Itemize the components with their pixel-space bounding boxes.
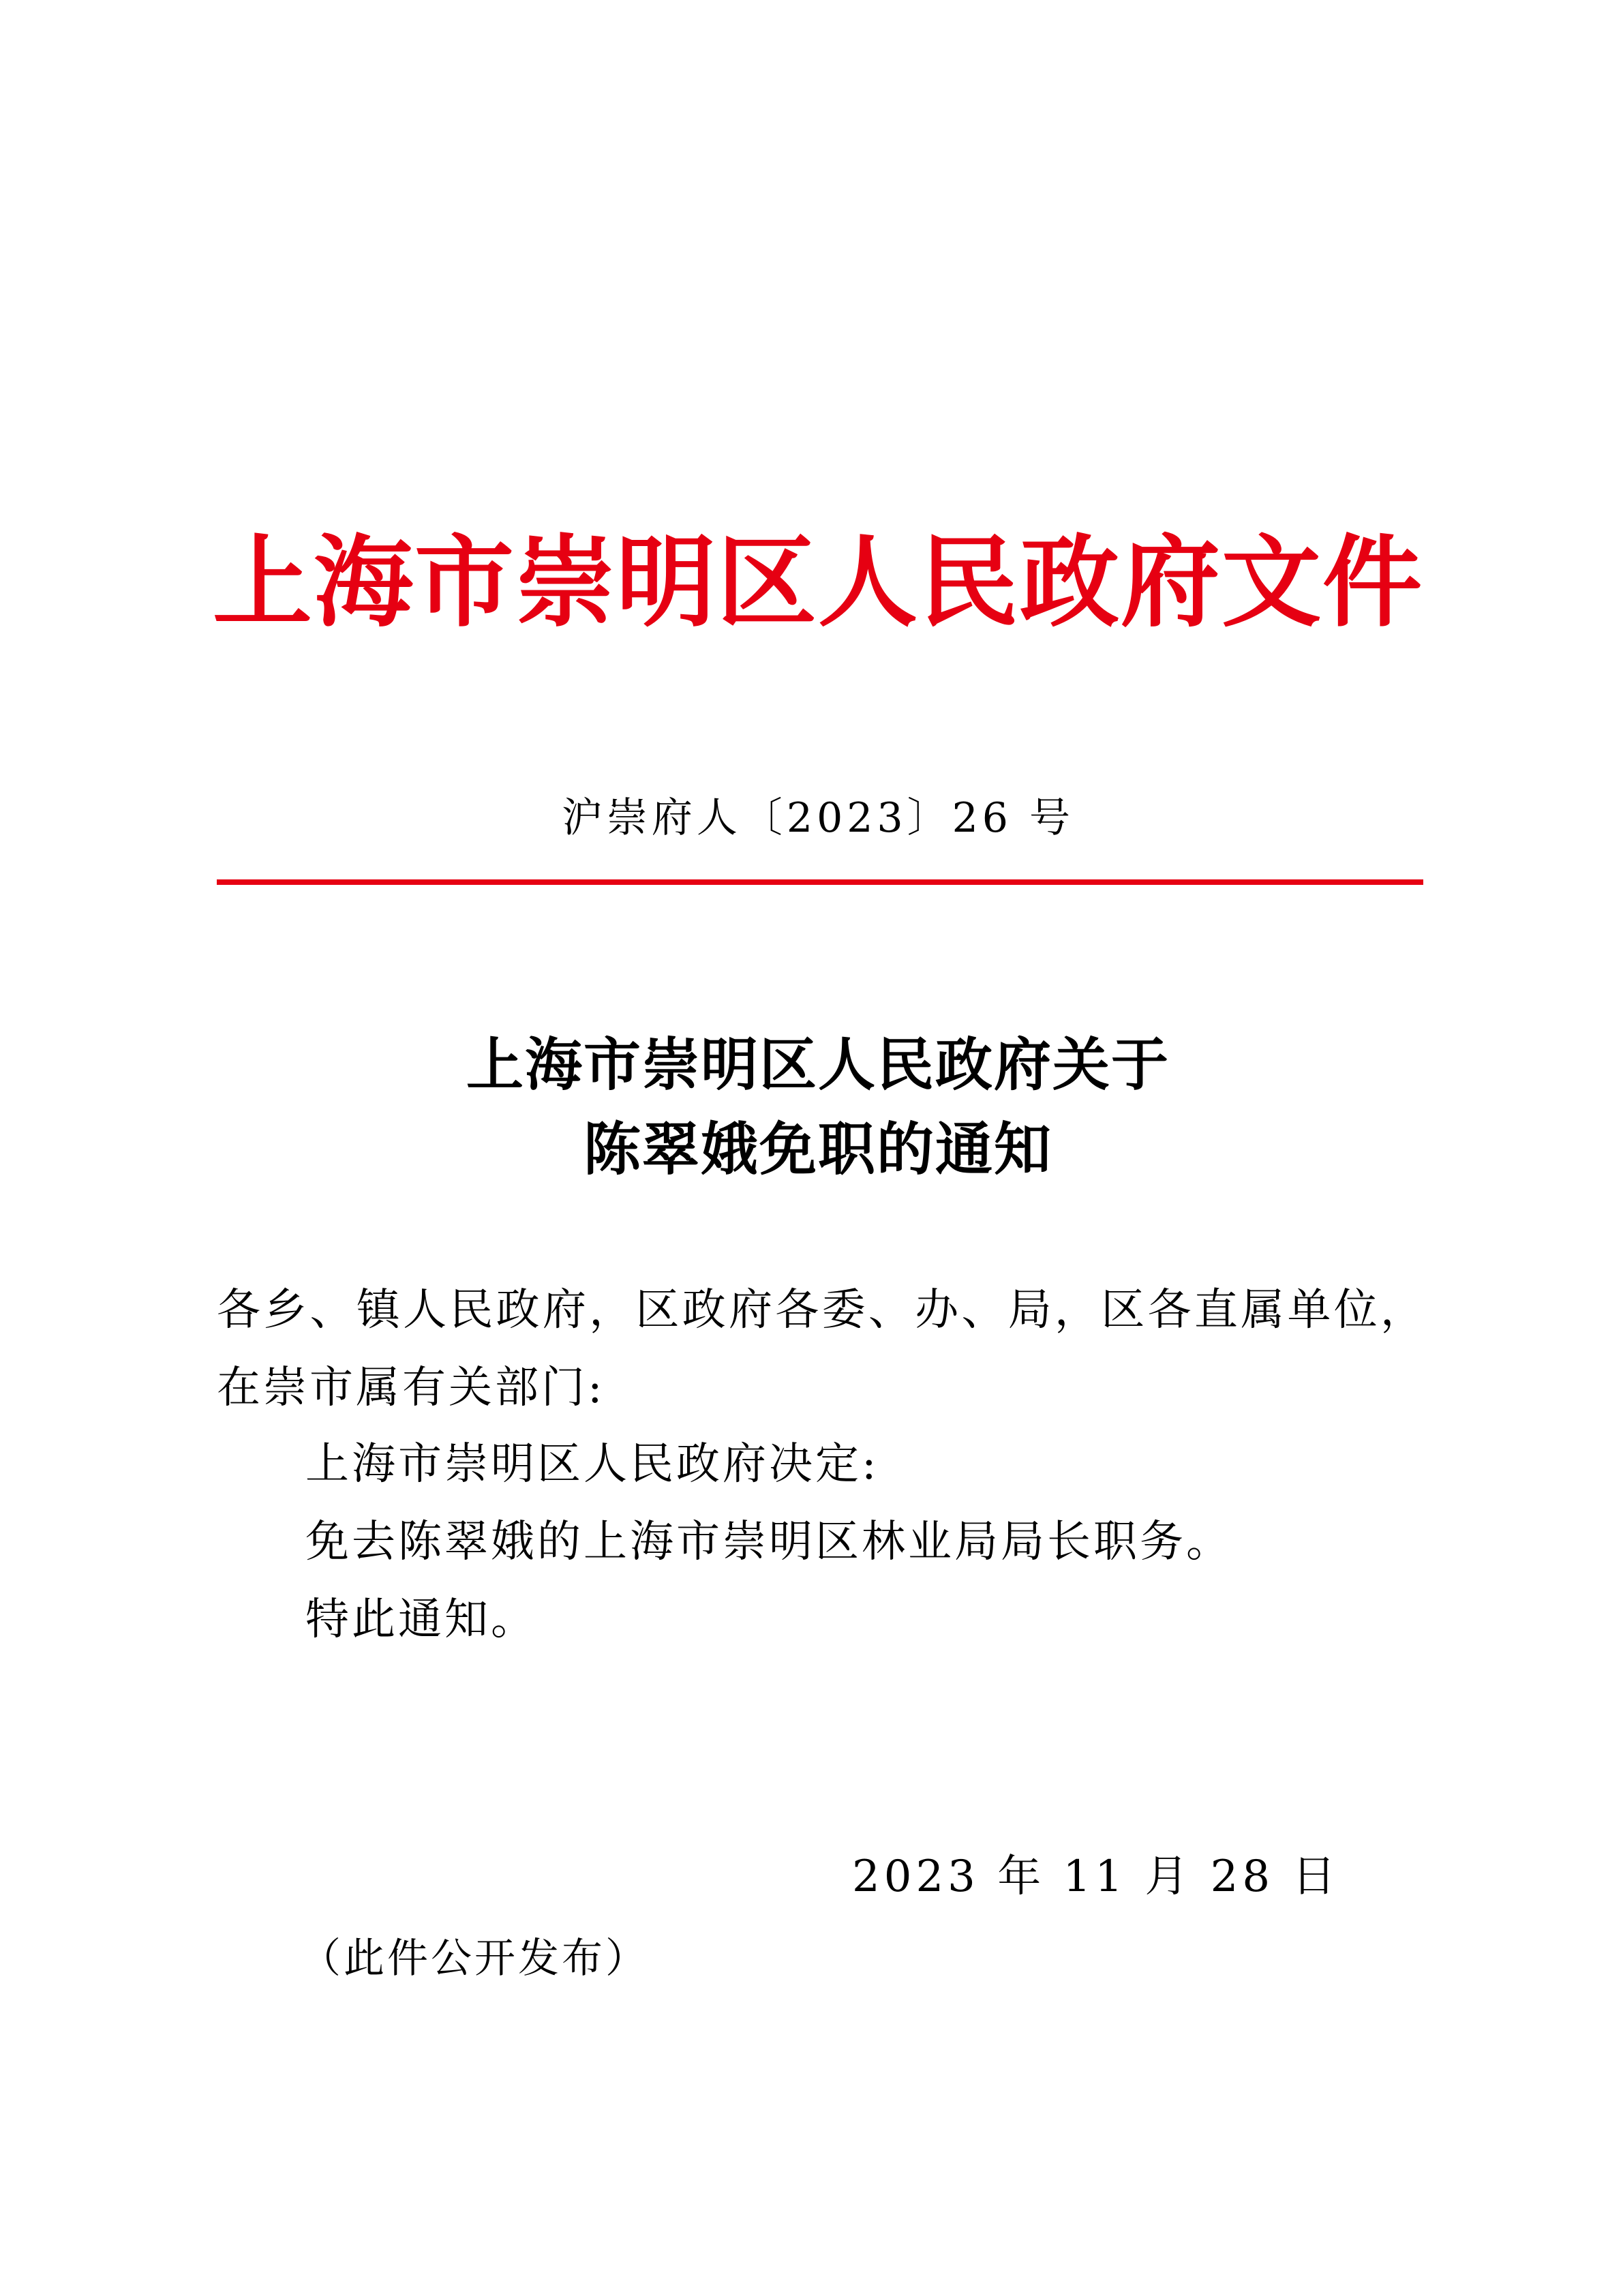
document-number: 沪崇府人〔2023〕26 号 (561, 794, 1075, 842)
body-paragraph-dismissal: 免去陈翠娥的上海市崇明区林业局局长职务。 (305, 1517, 1232, 1567)
letterhead-title: 上海市崇明区人民政府文件 (213, 524, 1423, 641)
issue-date: 2023 年 11 月 28 日 (852, 1852, 1340, 1902)
body-paragraph-closing: 特此通知。 (305, 1595, 537, 1645)
notice-title (273, 1023, 1363, 1192)
red-divider-line (217, 879, 1423, 885)
public-release-note: （此件公开发布） (300, 1935, 649, 1982)
notice-title-line-1: 上海市崇明区人民政府关于 (466, 1031, 1170, 1098)
body-paragraph-decision: 上海市崇明区人民政府决定: (305, 1439, 879, 1490)
addressee: 各乡、镇人民政府，区政府各委、办、局，区各直属单位，在崇市属有关部门: (217, 1285, 1427, 1413)
notice-title-line-2: 陈翠娥免职的通知 (583, 1115, 1052, 1183)
